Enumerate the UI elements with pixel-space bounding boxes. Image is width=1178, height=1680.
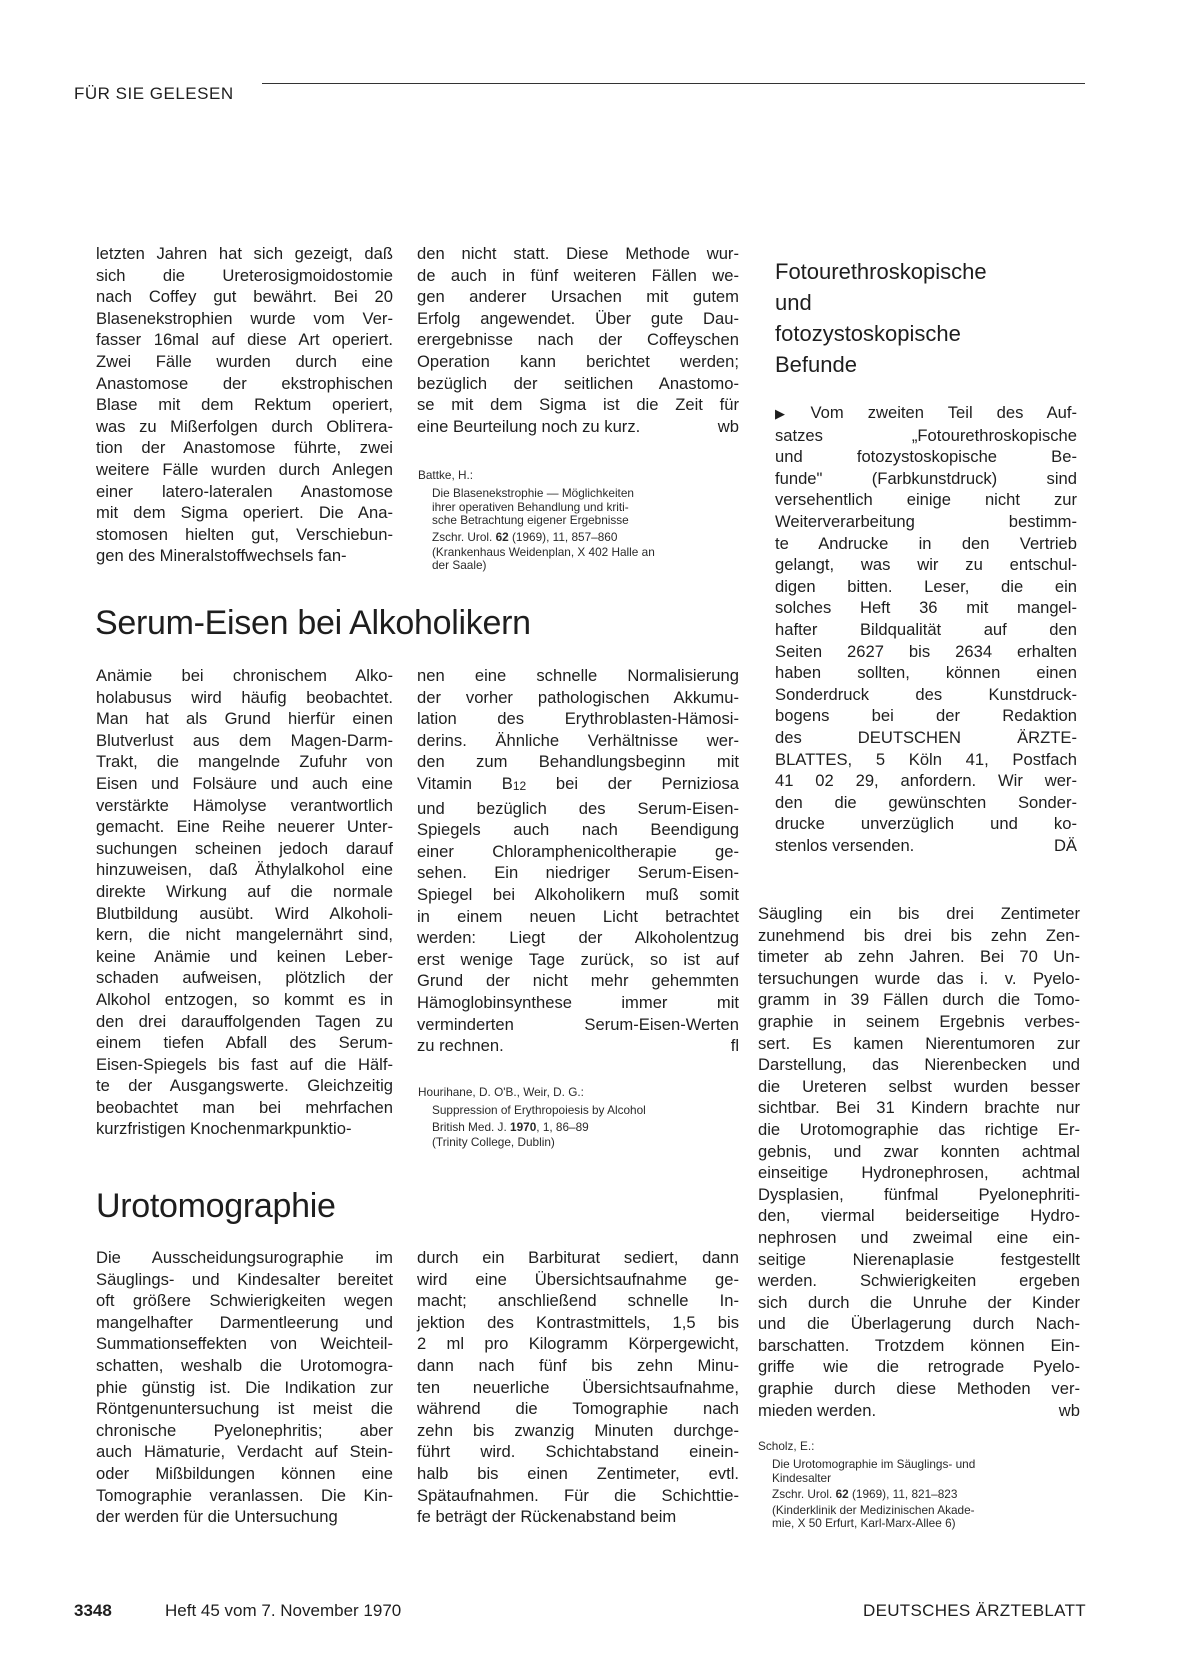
ref-author: Battke, H.: — [418, 468, 474, 482]
ref-journal — [418, 531, 740, 544]
text-line: 41 02 29, anfordern. Wir wer- — [775, 771, 1077, 791]
vitamin-text-rest: bei der Perniziosa — [526, 773, 739, 793]
text-line: erst wenige Tage zurück, so ist auf — [417, 949, 739, 969]
author-signature: DÄ — [1053, 835, 1077, 855]
text-line: Spätaufnahmen. Für die Schichttie- — [417, 1485, 739, 1505]
text-line: mit dem Sigma operiert. Die Ana- — [96, 503, 393, 523]
text-line: einseitige Hydronephrosen, achtmal — [758, 1163, 1080, 1183]
section-label: FÜR SIE GELESEN — [74, 84, 234, 103]
text-line: griffe wie die retrograde Pyelo- — [758, 1357, 1080, 1377]
text-line: tersuchungen wurde das i. v. Pyelo- — [758, 968, 1080, 988]
sidebar-title-line: und — [775, 290, 812, 315]
text-line: funde" (Farbkunstdruck) sind — [775, 468, 1077, 488]
text-line: ten neuerliche Übersichtsaufnahme, — [417, 1377, 739, 1397]
ref-institution: mie, X 50 Erfurt, Karl-Marx-Allee 6) — [772, 1516, 956, 1531]
text-line: tion der Anastomose führte, zwei — [96, 438, 393, 458]
text-line: macht; anschließend schnelle In- — [417, 1291, 739, 1311]
text-line: versehentlich einige nicht zur — [775, 490, 1077, 510]
text-line: auch Hämaturie, Verdacht auf Stein- — [96, 1442, 393, 1462]
text-line: nephrosen und zweimal eine ein- — [758, 1227, 1080, 1247]
text-line: Zwei Fälle wurden durch eine — [96, 351, 393, 371]
text-line: eine Beurteilung noch zu kurz. wb — [417, 416, 739, 436]
text-line: der vorher pathologischen Akkumu- — [417, 687, 739, 707]
article2-column2 — [417, 665, 739, 1057]
text-line: gramm in 39 Fällen durch die Tomo- — [758, 990, 1080, 1010]
text-line: die Ureteren selbst wurden besser — [758, 1076, 1080, 1096]
text-line: den drei darauffolgenden Tagen zu — [96, 1011, 393, 1031]
text-line: barschatten. Trotzdem können Ein- — [758, 1335, 1080, 1355]
vitamin-subscript: 12 — [512, 778, 527, 793]
text-line: halb bis einen Zentimeter, evtl. — [417, 1463, 739, 1483]
text-line: stomosen hielten gut, Verschiebun- — [96, 524, 393, 544]
sidebar-title — [775, 256, 987, 380]
text-line: den, viermal beiderseitige Hydro- — [758, 1206, 1080, 1226]
text-line: graphie durch diese Methoden ver- — [758, 1379, 1080, 1399]
ref-pages: (1969), 11, 821–823 — [848, 1487, 958, 1502]
issue-info: Heft 45 vom 7. November 1970 — [165, 1601, 402, 1620]
text-line: sert. Es kamen Nierentumoren zur — [758, 1033, 1080, 1053]
text-line: Die Ausscheidungsurographie im — [96, 1248, 393, 1267]
text-line: graphie in seinem Ergebnis verbes- — [758, 1011, 1080, 1031]
text-line: schaden aufweisen, plötzlich der — [96, 968, 393, 988]
text-line: den die gewünschten Sonder- — [775, 792, 1077, 812]
text-line: Alkohol entzogen, so kommt es in — [96, 989, 393, 1009]
journal-name: DEUTSCHES ÄRZTEBLATT — [863, 1601, 1086, 1620]
article1-column2 — [417, 243, 739, 437]
text-line: Spiegel bei Alkoholikern muß somit — [417, 884, 739, 904]
text-line: te Andrucke in den Vertrieb — [775, 533, 1077, 553]
text-line: in einem neuen Licht betrachtet — [417, 906, 739, 926]
ref-pages: (1969), 11, 857–860 — [508, 529, 618, 544]
text-line: Hämoglobinsynthese immer mit — [417, 992, 739, 1012]
ref-journal — [418, 1121, 740, 1134]
text-line: sichtbar. Bei 31 Kindern brachte nur — [758, 1098, 1080, 1118]
ref-journal-name: British Med. J. — [432, 1119, 511, 1134]
text-line: schatten, weshalb die Urotomogra- — [96, 1355, 393, 1375]
text-line: Grund der nicht mehr gehemmten — [417, 971, 739, 991]
text-line: gelangt, was wir zu entschul- — [775, 555, 1077, 575]
text-line: weitere Fälle wurden durch Anlegen — [96, 459, 393, 479]
ref-author: Hourihane, D. O'B., Weir, D. G.: — [418, 1085, 584, 1099]
sidebar-title-line: fotozystoskopische — [775, 321, 961, 346]
text-line: Blutverlust aus dem Magen-Darm- — [96, 730, 393, 750]
sidebar-title-line: Fotourethroskopische — [775, 259, 987, 284]
text-line: beobachtet man bei mehrfachen — [96, 1097, 393, 1117]
text-line: zu rechnen. fl — [417, 1036, 739, 1056]
text-line: Eisen und Folsäure und auch eine — [96, 773, 393, 793]
text-line: zehn bis zwanzig Minuten durchge- — [417, 1420, 739, 1440]
text-line: einer Chloramphenicoltherapie ge- — [417, 841, 739, 861]
ref-institution: der Saale) — [432, 558, 487, 573]
text-line: gemacht. Eine Reihe neuerer Unter- — [96, 817, 393, 837]
text-line: digen bitten. Leser, die ein — [775, 576, 1077, 596]
vitamin-text: Vitamin B — [417, 773, 513, 793]
text-line: satzes „Fotourethroskopische — [775, 425, 1077, 445]
text-line: letzten Jahren hat sich gezeigt, daß — [96, 244, 393, 263]
ref-volume: 1970 — [510, 1119, 537, 1134]
text-line — [417, 773, 739, 798]
author-signature: fl — [730, 1036, 739, 1056]
text-line: sich durch die Unruhe der Kinder — [758, 1292, 1080, 1312]
text-line: holabusus wird häufig beobachtet. — [96, 687, 393, 707]
text-line: jektion des Kontrastmittels, 1,5 bis — [417, 1312, 739, 1332]
text-line: kern, die nicht mangelernährt sind, — [96, 925, 393, 945]
text-line: BLATTES, 5 Köln 41, Postfach — [775, 749, 1077, 769]
article3-column3 — [758, 903, 1080, 1421]
ref-title: Die Urotomographie im Säuglings- und — [772, 1457, 976, 1472]
text-line: und bezüglich des Serum-Eisen- — [417, 798, 739, 818]
text-line: fasser 16mal auf diese Art operiert. — [96, 330, 393, 350]
text-line: Seiten 2627 bis 2634 erhalten — [775, 641, 1077, 661]
text-line: lation des Erythroblasten-Hämosi- — [417, 709, 739, 729]
text-line: Blase mit dem Rektum operiert, — [96, 395, 393, 415]
text-line: keine Anämie und keinen Leber- — [96, 946, 393, 966]
text-line: den zum Behandlungsbeginn mit — [417, 752, 739, 772]
ref-pages: , 1, 86–89 — [536, 1119, 589, 1134]
text-line: bogens bei der Redaktion — [775, 706, 1077, 726]
text-line: Trakt, die mangelnde Zufuhr von — [96, 752, 393, 772]
article1-reference — [418, 469, 740, 573]
author-signature: wb — [717, 416, 739, 436]
text-line: kurzfristigen Knochenmarkpunktio- — [96, 1119, 352, 1139]
text-line: was zu Mißerfolgen durch Obliтera- — [96, 416, 393, 436]
text-line: Darstellung, das Nierenbecken und — [758, 1055, 1080, 1075]
text-line: de auch in fünf weiteren Fällen we- — [417, 265, 739, 285]
text-line: sehen. Ein niedriger Serum-Eisen- — [417, 863, 739, 883]
text-line: hinzuweisen, daß Äthylalkohol eine — [96, 860, 393, 880]
text-line: den nicht statt. Diese Methode wur- — [417, 244, 739, 263]
ref-title: Kindesalter — [772, 1470, 832, 1485]
text-line: zunehmend bis drei bis zehn Zen- — [758, 925, 1080, 945]
ref-title: sche Betrachtung eigener Ergebnisse — [432, 513, 629, 528]
triangle-marker-icon: ▶ — [775, 406, 805, 421]
header-rule — [262, 83, 1085, 84]
text-line: gen des Mineralstoffwechsels fan- — [96, 546, 347, 566]
text-line: Dysplasien, fünfmal Pyelonephriti- — [758, 1184, 1080, 1204]
ref-volume: 62 — [495, 529, 509, 544]
text-line: verstärkte Hämolyse verantwortlich — [96, 795, 393, 815]
article2-title: Serum-Eisen bei Alkoholikern — [95, 604, 531, 642]
text-line: Röntgenuntersuchung ist meist die — [96, 1399, 393, 1419]
ref-title: ihrer operativen Behandlung und kriti- — [432, 499, 629, 514]
text-line: nen eine schnelle Normalisierung — [417, 666, 739, 685]
text-line: Anämie bei chronischem Alko- — [96, 666, 393, 685]
text-line: bezüglich der seitlichen Anastomo- — [417, 373, 739, 393]
text-line: derins. Ähnliche Verhältnisse wer- — [417, 730, 739, 750]
text-line: solches Heft 36 mit mangel- — [775, 598, 1077, 618]
text-line: einem tiefen Abfall des Serum- — [96, 1033, 393, 1053]
text-line: während die Tomographie nach — [417, 1399, 739, 1419]
text-line: Blasenekstrophien wurde vom Ver- — [96, 308, 393, 328]
text-line: Weiterverarbeitung bestimm- — [775, 511, 1077, 531]
ref-journal — [758, 1488, 1080, 1501]
text-line: erergebnisse nach der Coffeyschen — [417, 330, 739, 350]
article1-column1 — [96, 243, 393, 567]
text-line: Summationseffekten von Weichteil- — [96, 1334, 393, 1354]
article3-title: Urotomographie — [96, 1187, 336, 1225]
text-line: gen anderer Ursachen mit gutem — [417, 287, 739, 307]
text-line: seitige Nierenaplasie festgestellt — [758, 1249, 1080, 1269]
text-line: Säuglings- und Kindesalter bereitet — [96, 1269, 393, 1289]
text-line: Anastomose der ekstrophischen — [96, 373, 393, 393]
article3-column1 — [96, 1247, 393, 1528]
text-line: direkte Wirkung auf die normale — [96, 881, 393, 901]
text-line: Eisen-Spiegels bis fast auf die Hälf- — [96, 1054, 393, 1074]
article2-column1 — [96, 665, 393, 1140]
text-line: Blutbildung ausübt. Wird Alkoholi- — [96, 903, 393, 923]
text-line: stenlos versenden. DÄ — [775, 835, 1077, 855]
text-line: wird eine Übersichtsaufnahme ge- — [417, 1269, 739, 1289]
ref-title: Suppression of Erythropoiesis by Alcohol — [432, 1103, 646, 1118]
sidebar-notice — [775, 402, 1077, 856]
ref-author: Scholz, E.: — [758, 1439, 815, 1453]
ref-volume: 62 — [835, 1487, 849, 1502]
text-line: Säugling ein bis drei Zentimeter — [758, 904, 1080, 923]
text-line: der werden für die Untersuchung — [96, 1507, 338, 1527]
text-line: se mit dem Sigma ist die Zeit für — [417, 395, 739, 415]
text-line: und fotozystoskopische Be- — [775, 447, 1077, 467]
text-line: einer latero-lateralen Anastomose — [96, 481, 393, 501]
text-line: Sonderdruck des Kunstdruck- — [775, 684, 1077, 704]
text-line: oder Mißbildungen können eine — [96, 1463, 393, 1483]
text-line: 2 ml pro Kilogramm Körpergewicht, — [417, 1334, 739, 1354]
text-line: Man hat als Grund hierfür einen — [96, 709, 393, 729]
text-line: drucke unverzüglich und ko- — [775, 814, 1077, 834]
text-line: verminderten Serum-Eisen-Werten — [417, 1014, 739, 1034]
text-line: werden: Liegt der Alkoholentzug — [417, 928, 739, 948]
text-line: phie günstig ist. Die Indikation zur — [96, 1377, 393, 1397]
text-line: suchungen scheinen jedoch darauf — [96, 838, 393, 858]
text-line: des DEUTSCHEN ÄRZTE- — [775, 727, 1077, 747]
text-line: durch ein Barbiturat sediert, dann — [417, 1248, 739, 1267]
text-line: Erfolg angewendet. Über gute Dau- — [417, 308, 739, 328]
text-line: Tomographie veranlassen. Die Kin- — [96, 1485, 393, 1505]
text-line: oft größere Schwierigkeiten wegen — [96, 1291, 393, 1311]
text-line: sich die Ureterosigmoidostomie — [96, 265, 393, 285]
article3-reference — [758, 1440, 1080, 1530]
ref-title: Die Blasenekstrophie — Möglichkeiten — [432, 486, 634, 501]
text-line: ▶ Vom zweiten Teil des Auf- — [775, 403, 1078, 422]
ref-institution: (Kinderklinik der Medizinischen Akade- — [772, 1502, 975, 1517]
text-line: Spiegels auch nach Beendigung — [417, 820, 739, 840]
text-line: die Urotomographie das richtige Er- — [758, 1119, 1080, 1139]
text-line: chronische Pyelonephritis; aber — [96, 1420, 393, 1440]
article3-column2 — [417, 1247, 739, 1528]
author-signature: wb — [1058, 1400, 1080, 1420]
text-line: dann nach fünf bis zehn Minu- — [417, 1355, 739, 1375]
text-line: timeter ab zehn Jahren. Bei 70 Un- — [758, 947, 1080, 967]
page-number: 3348 — [74, 1601, 112, 1620]
text-line: werden. Schwierigkeiten ergeben — [758, 1271, 1080, 1291]
text-line: haben sollten, können einen — [775, 663, 1077, 683]
text-line: gebnis, und zwar konnten achtmal — [758, 1141, 1080, 1161]
ref-journal-name: Zschr. Urol. — [772, 1487, 836, 1502]
ref-institution: (Trinity College, Dublin) — [432, 1135, 555, 1150]
sidebar-title-line: Befunde — [775, 352, 857, 377]
text-line: mangelhafter Darmentleerung und — [96, 1312, 393, 1332]
ref-journal-name: Zschr. Urol. — [432, 529, 496, 544]
text-line: Operation kann berichtet werden; — [417, 351, 739, 371]
text-line: mieden werden. wb — [758, 1400, 1080, 1420]
text-line: und die Überlagerung durch Nach- — [758, 1314, 1080, 1334]
text-line: fe beträgt der Rückenabstand beim — [417, 1507, 677, 1527]
text-line: führt wird. Schichtabstand einein- — [417, 1442, 739, 1462]
ref-institution: (Krankenhaus Weidenplan, X 402 Halle an — [432, 545, 655, 560]
text-line: nach Coffey gut bewährt. Bei 20 — [96, 287, 393, 307]
article2-reference — [418, 1086, 740, 1150]
text-line: te der Ausgangswerte. Gleichzeitig — [96, 1076, 393, 1096]
text-line: hafter Bildqualität auf den — [775, 619, 1077, 639]
